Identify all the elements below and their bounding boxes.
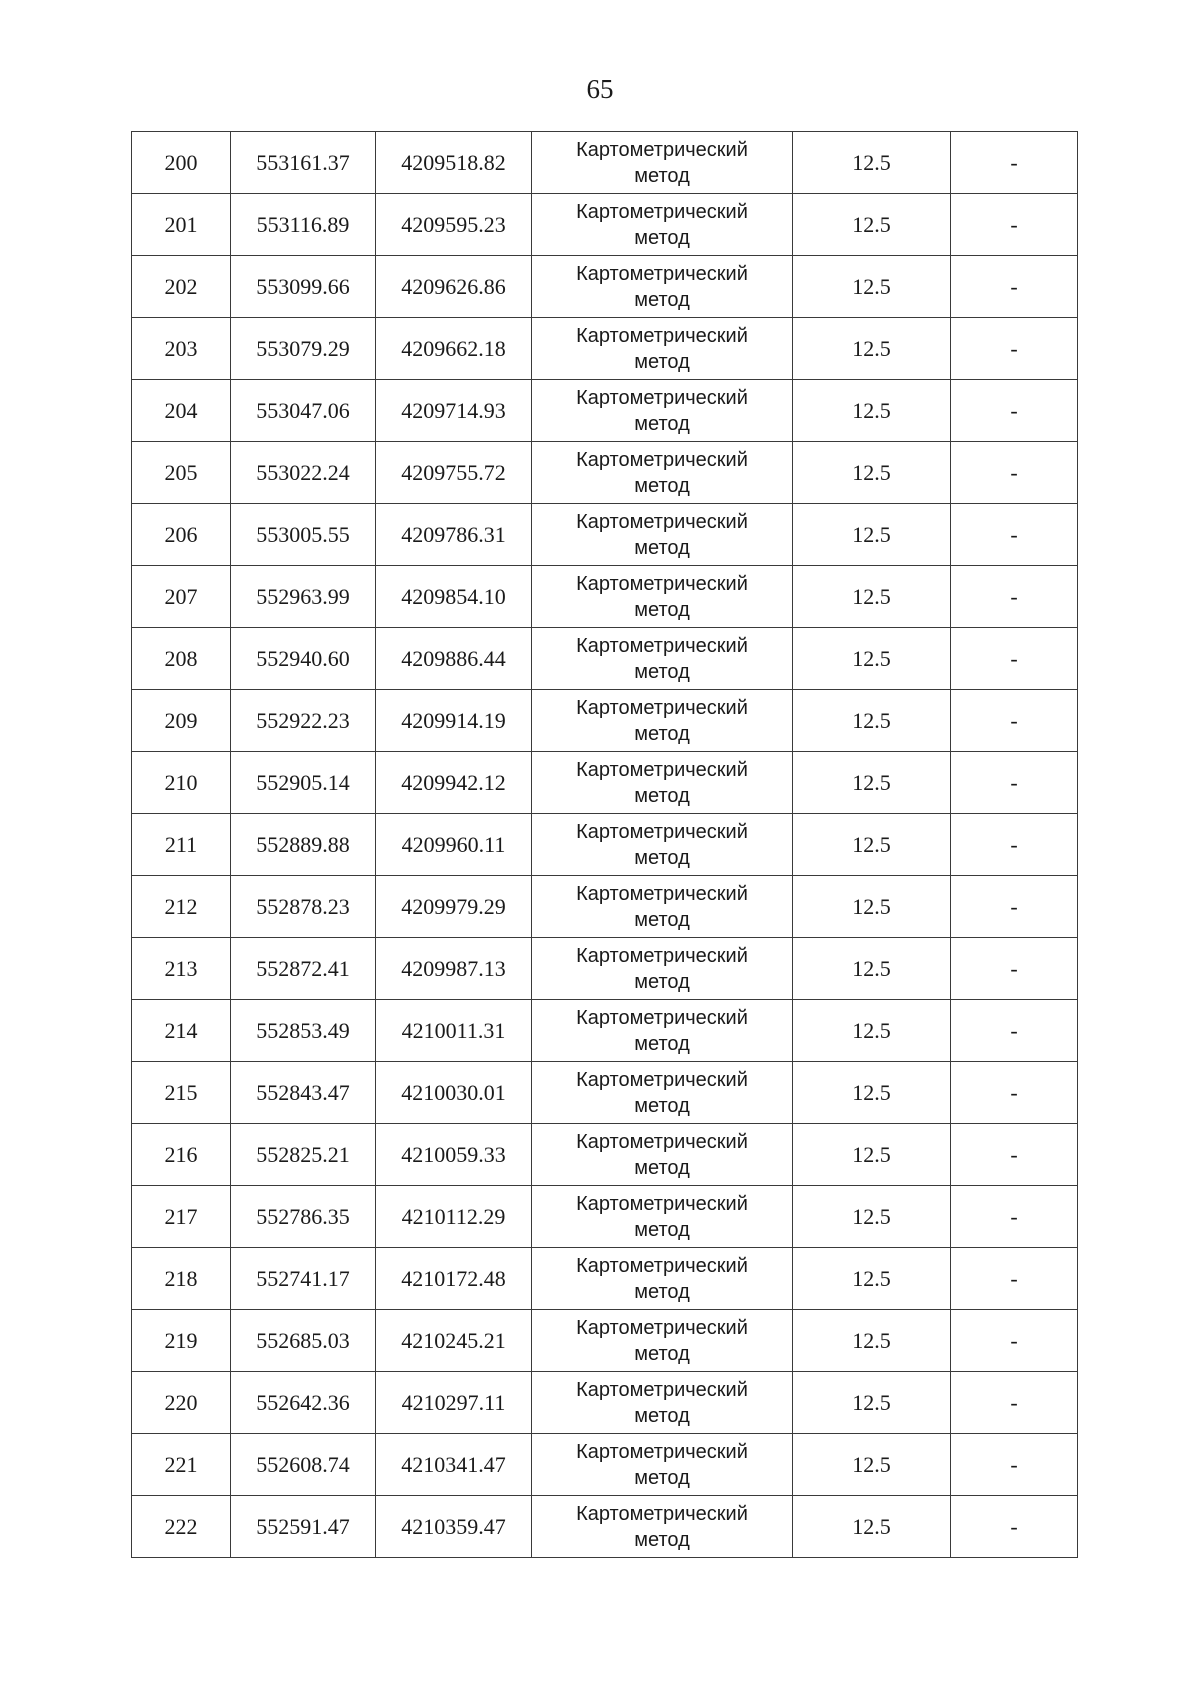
y-coordinate-cell: 4209518.82 <box>376 132 532 194</box>
point-number-cell: 216 <box>132 1124 231 1186</box>
table-row <box>132 1372 1078 1434</box>
method-line-1: Картометрический <box>576 324 748 347</box>
table-row <box>132 752 1078 814</box>
table-row <box>132 1310 1078 1372</box>
note-cell: - <box>951 876 1078 938</box>
method-line-1: Картометрический <box>576 1316 748 1339</box>
method-line-1: Картометрический <box>576 1130 748 1153</box>
y-coordinate-cell: 4210011.31 <box>376 1000 532 1062</box>
y-coordinate-cell: 4209942.12 <box>376 752 532 814</box>
y-coordinate-cell: 4209714.93 <box>376 380 532 442</box>
method-line-2: метод <box>634 1032 690 1055</box>
table-row <box>132 194 1078 256</box>
x-coordinate-cell: 552741.17 <box>231 1248 376 1310</box>
note-cell: - <box>951 938 1078 1000</box>
method-line-1: Картометрический <box>576 1440 748 1463</box>
method-cell <box>532 442 793 504</box>
method-cell <box>532 256 793 318</box>
table-row <box>132 1248 1078 1310</box>
table-row <box>132 690 1078 752</box>
note-cell: - <box>951 380 1078 442</box>
y-coordinate-cell: 4210297.11 <box>376 1372 532 1434</box>
accuracy-cell: 12.5 <box>793 256 951 318</box>
x-coordinate-cell: 552786.35 <box>231 1186 376 1248</box>
accuracy-cell: 12.5 <box>793 1124 951 1186</box>
method-line-2: метод <box>634 226 690 249</box>
table-row <box>132 876 1078 938</box>
method-cell <box>532 1062 793 1124</box>
note-cell: - <box>951 256 1078 318</box>
table-row <box>132 938 1078 1000</box>
method-line-1: Картометрический <box>576 820 748 843</box>
table-row <box>132 1434 1078 1496</box>
y-coordinate-cell: 4209755.72 <box>376 442 532 504</box>
x-coordinate-cell: 552843.47 <box>231 1062 376 1124</box>
x-coordinate-cell: 553161.37 <box>231 132 376 194</box>
accuracy-cell: 12.5 <box>793 380 951 442</box>
x-coordinate-cell: 552922.23 <box>231 690 376 752</box>
note-cell: - <box>951 318 1078 380</box>
point-number-cell: 205 <box>132 442 231 504</box>
x-coordinate-cell: 553116.89 <box>231 194 376 256</box>
method-line-2: метод <box>634 1280 690 1303</box>
method-line-2: метод <box>634 722 690 745</box>
method-line-2: метод <box>634 1466 690 1489</box>
table-row <box>132 1000 1078 1062</box>
y-coordinate-cell: 4209914.19 <box>376 690 532 752</box>
method-cell <box>532 1496 793 1558</box>
table-row <box>132 504 1078 566</box>
accuracy-cell: 12.5 <box>793 1496 951 1558</box>
x-coordinate-cell: 553079.29 <box>231 318 376 380</box>
x-coordinate-cell: 552872.41 <box>231 938 376 1000</box>
x-coordinate-cell: 552905.14 <box>231 752 376 814</box>
y-coordinate-cell: 4209987.13 <box>376 938 532 1000</box>
point-number-cell: 212 <box>132 876 231 938</box>
table-row <box>132 814 1078 876</box>
method-cell <box>532 132 793 194</box>
x-coordinate-cell: 553022.24 <box>231 442 376 504</box>
accuracy-cell: 12.5 <box>793 752 951 814</box>
y-coordinate-cell: 4210172.48 <box>376 1248 532 1310</box>
x-coordinate-cell: 552889.88 <box>231 814 376 876</box>
accuracy-cell: 12.5 <box>793 1248 951 1310</box>
y-coordinate-cell: 4209960.11 <box>376 814 532 876</box>
accuracy-cell: 12.5 <box>793 132 951 194</box>
point-number-cell: 202 <box>132 256 231 318</box>
point-number-cell: 222 <box>132 1496 231 1558</box>
table-body <box>132 132 1078 1558</box>
method-line-1: Картометрический <box>576 1192 748 1215</box>
table-row <box>132 628 1078 690</box>
y-coordinate-cell: 4210359.47 <box>376 1496 532 1558</box>
method-line-1: Картометрический <box>576 448 748 471</box>
note-cell: - <box>951 1372 1078 1434</box>
table-row <box>132 1062 1078 1124</box>
note-cell: - <box>951 1496 1078 1558</box>
y-coordinate-cell: 4209786.31 <box>376 504 532 566</box>
table-row <box>132 318 1078 380</box>
method-line-2: метод <box>634 536 690 559</box>
method-cell <box>532 318 793 380</box>
method-cell <box>532 628 793 690</box>
accuracy-cell: 12.5 <box>793 504 951 566</box>
method-cell <box>532 194 793 256</box>
y-coordinate-cell: 4210030.01 <box>376 1062 532 1124</box>
point-number-cell: 221 <box>132 1434 231 1496</box>
method-line-1: Картометрический <box>576 634 748 657</box>
method-line-1: Картометрический <box>576 1378 748 1401</box>
x-coordinate-cell: 552940.60 <box>231 628 376 690</box>
x-coordinate-cell: 552878.23 <box>231 876 376 938</box>
method-line-1: Картометрический <box>576 1502 748 1525</box>
note-cell: - <box>951 1186 1078 1248</box>
accuracy-cell: 12.5 <box>793 814 951 876</box>
method-line-2: метод <box>634 908 690 931</box>
point-number-cell: 214 <box>132 1000 231 1062</box>
accuracy-cell: 12.5 <box>793 690 951 752</box>
point-number-cell: 209 <box>132 690 231 752</box>
note-cell: - <box>951 194 1078 256</box>
point-number-cell: 204 <box>132 380 231 442</box>
point-number-cell: 217 <box>132 1186 231 1248</box>
accuracy-cell: 12.5 <box>793 1062 951 1124</box>
note-cell: - <box>951 1248 1078 1310</box>
method-line-1: Картометрический <box>576 510 748 533</box>
point-number-cell: 210 <box>132 752 231 814</box>
note-cell: - <box>951 752 1078 814</box>
accuracy-cell: 12.5 <box>793 566 951 628</box>
y-coordinate-cell: 4210245.21 <box>376 1310 532 1372</box>
point-number-cell: 220 <box>132 1372 231 1434</box>
method-line-2: метод <box>634 846 690 869</box>
method-cell <box>532 1248 793 1310</box>
method-cell <box>532 938 793 1000</box>
accuracy-cell: 12.5 <box>793 442 951 504</box>
method-line-2: метод <box>634 474 690 497</box>
note-cell: - <box>951 628 1078 690</box>
x-coordinate-cell: 552608.74 <box>231 1434 376 1496</box>
accuracy-cell: 12.5 <box>793 318 951 380</box>
method-cell <box>532 690 793 752</box>
coordinates-table <box>131 131 1078 1558</box>
table-row <box>132 1186 1078 1248</box>
method-line-1: Картометрический <box>576 696 748 719</box>
method-line-2: метод <box>634 1156 690 1179</box>
table-row <box>132 256 1078 318</box>
y-coordinate-cell: 4209854.10 <box>376 566 532 628</box>
y-coordinate-cell: 4210059.33 <box>376 1124 532 1186</box>
x-coordinate-cell: 553005.55 <box>231 504 376 566</box>
point-number-cell: 215 <box>132 1062 231 1124</box>
accuracy-cell: 12.5 <box>793 194 951 256</box>
accuracy-cell: 12.5 <box>793 876 951 938</box>
y-coordinate-cell: 4209595.23 <box>376 194 532 256</box>
x-coordinate-cell: 553047.06 <box>231 380 376 442</box>
point-number-cell: 218 <box>132 1248 231 1310</box>
method-line-1: Картометрический <box>576 882 748 905</box>
point-number-cell: 200 <box>132 132 231 194</box>
y-coordinate-cell: 4210341.47 <box>376 1434 532 1496</box>
page-number: 65 <box>586 74 614 104</box>
method-cell <box>532 1186 793 1248</box>
method-cell <box>532 1124 793 1186</box>
point-number-cell: 219 <box>132 1310 231 1372</box>
method-cell <box>532 566 793 628</box>
point-number-cell: 203 <box>132 318 231 380</box>
method-cell <box>532 380 793 442</box>
method-line-1: Картометрический <box>576 1006 748 1029</box>
method-line-2: метод <box>634 1218 690 1241</box>
accuracy-cell: 12.5 <box>793 1372 951 1434</box>
method-line-2: метод <box>634 1094 690 1117</box>
table-row <box>132 566 1078 628</box>
accuracy-cell: 12.5 <box>793 938 951 1000</box>
point-number-cell: 206 <box>132 504 231 566</box>
note-cell: - <box>951 1000 1078 1062</box>
method-line-1: Картометрический <box>576 386 748 409</box>
note-cell: - <box>951 1062 1078 1124</box>
method-line-1: Картометрический <box>576 572 748 595</box>
x-coordinate-cell: 552642.36 <box>231 1372 376 1434</box>
x-coordinate-cell: 552853.49 <box>231 1000 376 1062</box>
accuracy-cell: 12.5 <box>793 1434 951 1496</box>
note-cell: - <box>951 690 1078 752</box>
method-cell <box>532 1000 793 1062</box>
method-cell <box>532 814 793 876</box>
x-coordinate-cell: 552591.47 <box>231 1496 376 1558</box>
table-row <box>132 1124 1078 1186</box>
method-cell <box>532 1310 793 1372</box>
point-number-cell: 207 <box>132 566 231 628</box>
x-coordinate-cell: 552685.03 <box>231 1310 376 1372</box>
table-row <box>132 132 1078 194</box>
method-line-2: метод <box>634 1404 690 1427</box>
note-cell: - <box>951 814 1078 876</box>
method-line-2: метод <box>634 660 690 683</box>
method-line-2: метод <box>634 1342 690 1365</box>
method-line-1: Картометрический <box>576 200 748 223</box>
x-coordinate-cell: 552963.99 <box>231 566 376 628</box>
table-row <box>132 1496 1078 1558</box>
x-coordinate-cell: 553099.66 <box>231 256 376 318</box>
note-cell: - <box>951 504 1078 566</box>
x-coordinate-cell: 552825.21 <box>231 1124 376 1186</box>
y-coordinate-cell: 4209662.18 <box>376 318 532 380</box>
accuracy-cell: 12.5 <box>793 1310 951 1372</box>
note-cell: - <box>951 132 1078 194</box>
method-line-2: метод <box>634 598 690 621</box>
point-number-cell: 208 <box>132 628 231 690</box>
method-cell <box>532 1434 793 1496</box>
accuracy-cell: 12.5 <box>793 628 951 690</box>
method-line-2: метод <box>634 1528 690 1551</box>
accuracy-cell: 12.5 <box>793 1000 951 1062</box>
method-line-1: Картометрический <box>576 758 748 781</box>
method-line-2: метод <box>634 164 690 187</box>
method-cell <box>532 1372 793 1434</box>
y-coordinate-cell: 4209979.29 <box>376 876 532 938</box>
table-row <box>132 380 1078 442</box>
point-number-cell: 211 <box>132 814 231 876</box>
note-cell: - <box>951 442 1078 504</box>
point-number-cell: 213 <box>132 938 231 1000</box>
method-cell <box>532 752 793 814</box>
method-line-2: метод <box>634 970 690 993</box>
point-number-cell: 201 <box>132 194 231 256</box>
method-line-1: Картометрический <box>576 1254 748 1277</box>
method-line-1: Картометрический <box>576 944 748 967</box>
method-line-1: Картометрический <box>576 262 748 285</box>
table-row <box>132 442 1078 504</box>
y-coordinate-cell: 4209886.44 <box>376 628 532 690</box>
method-line-2: метод <box>634 350 690 373</box>
y-coordinate-cell: 4210112.29 <box>376 1186 532 1248</box>
accuracy-cell: 12.5 <box>793 1186 951 1248</box>
method-cell <box>532 504 793 566</box>
note-cell: - <box>951 566 1078 628</box>
method-cell <box>532 876 793 938</box>
y-coordinate-cell: 4209626.86 <box>376 256 532 318</box>
note-cell: - <box>951 1124 1078 1186</box>
method-line-2: метод <box>634 784 690 807</box>
method-line-2: метод <box>634 288 690 311</box>
note-cell: - <box>951 1434 1078 1496</box>
method-line-2: метод <box>634 412 690 435</box>
method-line-1: Картометрический <box>576 138 748 161</box>
method-line-1: Картометрический <box>576 1068 748 1091</box>
note-cell: - <box>951 1310 1078 1372</box>
